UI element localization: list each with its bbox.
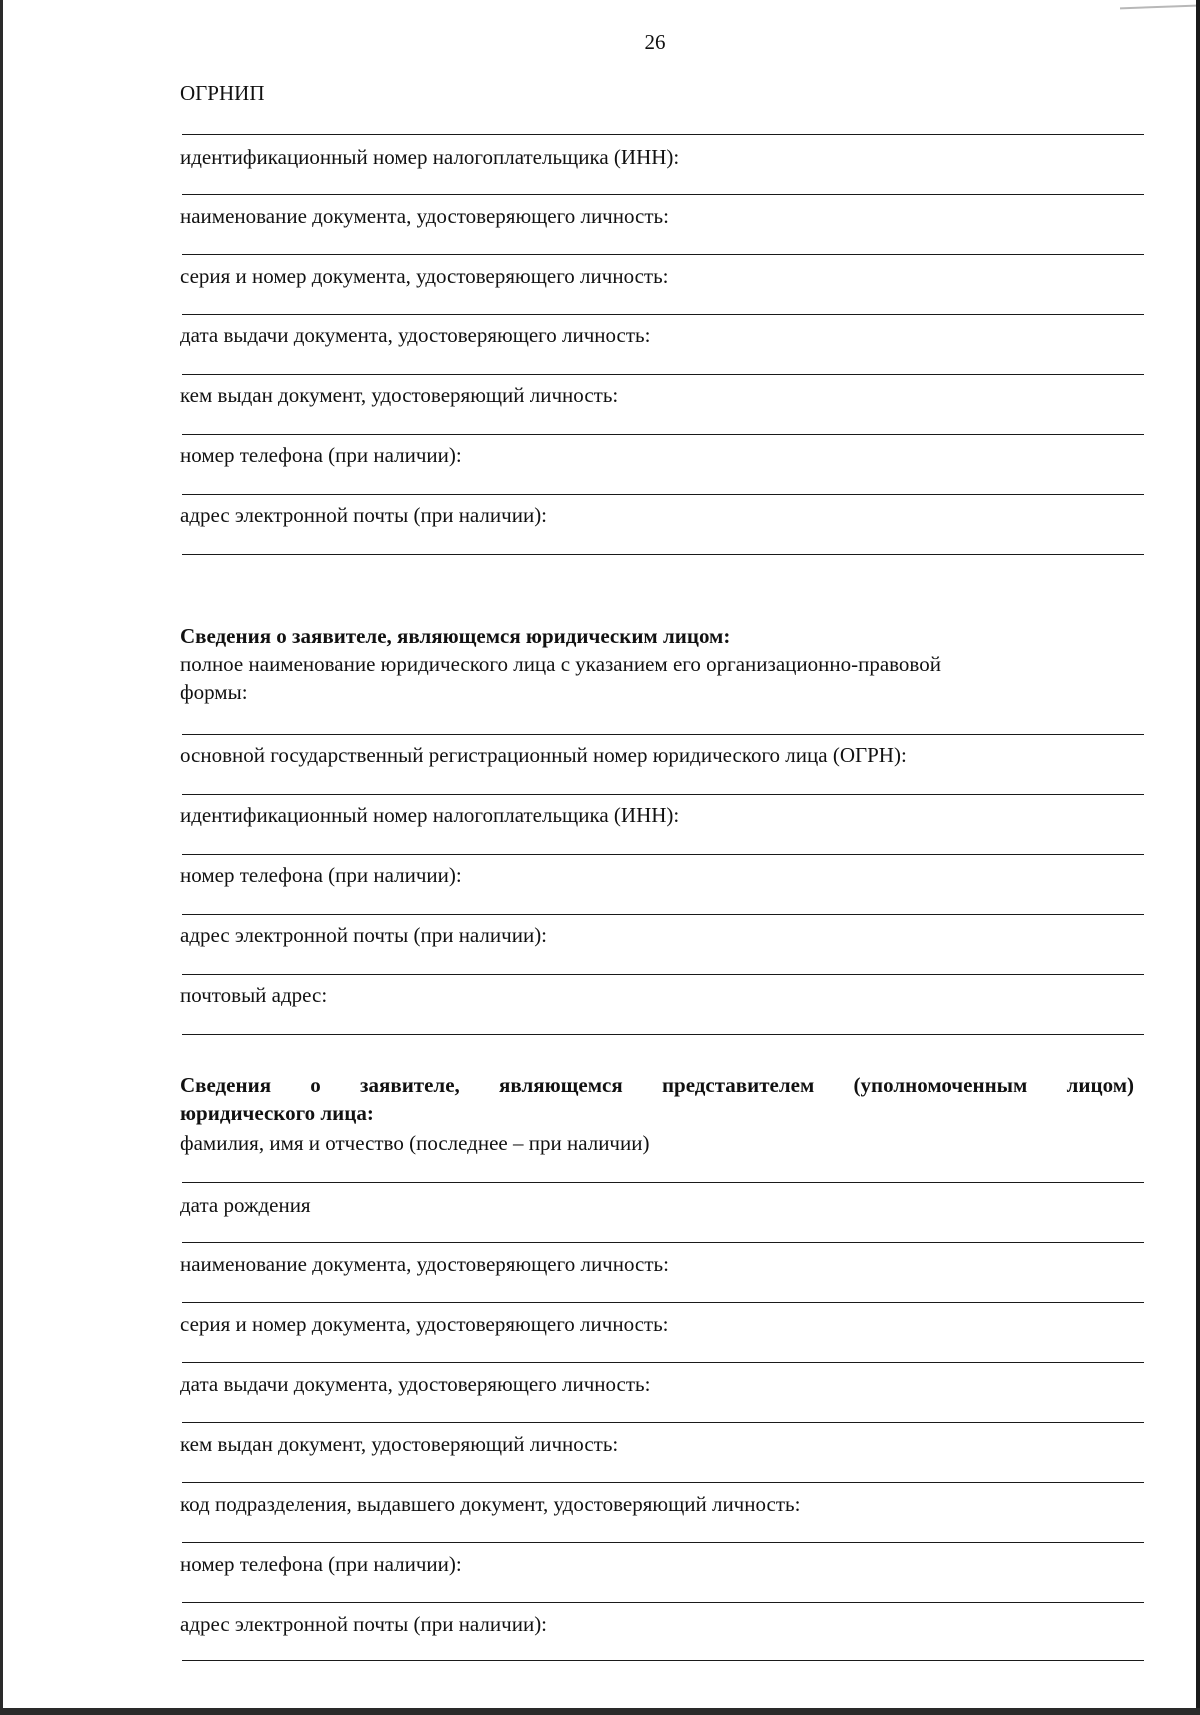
rep-doc-date-label: дата выдачи документа, удостоверяющего личность: [180,1372,651,1396]
representative-heading-line1: Сведения о заявителе, являющемся представителем (уполномоченным лицом) [180,1073,1134,1097]
le-full-name-label-line2: формы: [180,680,248,704]
rep-doc-name-label: наименование документа, удостоверяющего личность: [180,1252,669,1276]
rep-doc-series-fill-line [182,1362,1144,1363]
ie-doc-name-fill-line [182,254,1144,255]
rep-fio-label: фамилия, имя и отчество (последнее – при наличии) [180,1131,650,1155]
le-email-label: адрес электронной почты (при наличии): [180,923,548,947]
ie-doc-date-fill-line [182,374,1144,375]
rep-doc-date-fill-line [182,1422,1144,1423]
le-phone-label: номер телефона (при наличии): [180,863,462,887]
le-inn-label: идентификационный номер налогоплательщика (ИНН): [180,803,680,827]
ie-doc-issuer-fill-line [182,434,1144,435]
scan-edge-bottom [0,1708,1200,1715]
rep-doc-name-fill-line [182,1302,1144,1303]
ie-email-fill-line [182,554,1144,555]
le-email-fill-line [182,974,1144,975]
rep-division-code-label: код подразделения, выдавшего документ, удостоверяющий личность: [180,1492,801,1516]
ie-doc-series-fill-line [182,314,1144,315]
rep-phone-label: номер телефона (при наличии): [180,1552,462,1576]
rep-birth-label: дата рождения [180,1193,311,1217]
rep-fio-fill-line [182,1182,1144,1183]
rep-division-code-fill-line [182,1542,1144,1543]
rep-doc-issuer-label: кем выдан документ, удостоверяющий личность: [180,1432,619,1456]
rep-doc-series-label: серия и номер документа, удостоверяющего личность: [180,1312,669,1336]
representative-heading-line2: юридического лица: [180,1101,374,1125]
le-ogrn-fill-line [182,794,1144,795]
ogrnip-fill-line [182,134,1144,135]
rep-birth-fill-line [182,1242,1144,1243]
le-phone-fill-line [182,914,1144,915]
ie-doc-name-label: наименование документа, удостоверяющего личность: [180,204,669,228]
ie-phone-label: номер телефона (при наличии): [180,443,462,467]
le-postal-label: почтовый адрес: [180,983,328,1007]
le-ogrn-label: основной государственный регистрационный номер юридического лица (ОГРН): [180,743,907,767]
rep-phone-fill-line [182,1602,1144,1603]
ie-inn-fill-line [182,194,1144,195]
ie-inn-label: идентификационный номер налогоплательщика (ИНН): [180,145,680,169]
ie-email-label: адрес электронной почты (при наличии): [180,503,548,527]
rep-email-fill-line [182,1660,1144,1661]
rep-doc-issuer-fill-line [182,1482,1144,1483]
scan-edge-right [1196,0,1200,1715]
page-number: 26 [644,30,666,54]
le-inn-fill-line [182,854,1144,855]
scan-edge-left [0,0,3,1715]
scan-mark [1120,5,1196,10]
ie-phone-fill-line [182,494,1144,495]
le-full-name-fill-line [182,734,1144,735]
ie-doc-date-label: дата выдачи документа, удостоверяющего личность: [180,323,651,347]
ie-doc-series-label: серия и номер документа, удостоверяющего личность: [180,264,669,288]
le-full-name-label-line1: полное наименование юридического лица с указанием его организационно-правовой [180,652,941,676]
rep-email-label: адрес электронной почты (при наличии): [180,1612,548,1636]
legal-entity-heading: Сведения о заявителе, являющемся юридическим лицом: [180,624,731,648]
ogrnip-label: ОГРНИП [180,81,265,105]
le-postal-fill-line [182,1034,1144,1035]
ie-doc-issuer-label: кем выдан документ, удостоверяющий личность: [180,383,619,407]
